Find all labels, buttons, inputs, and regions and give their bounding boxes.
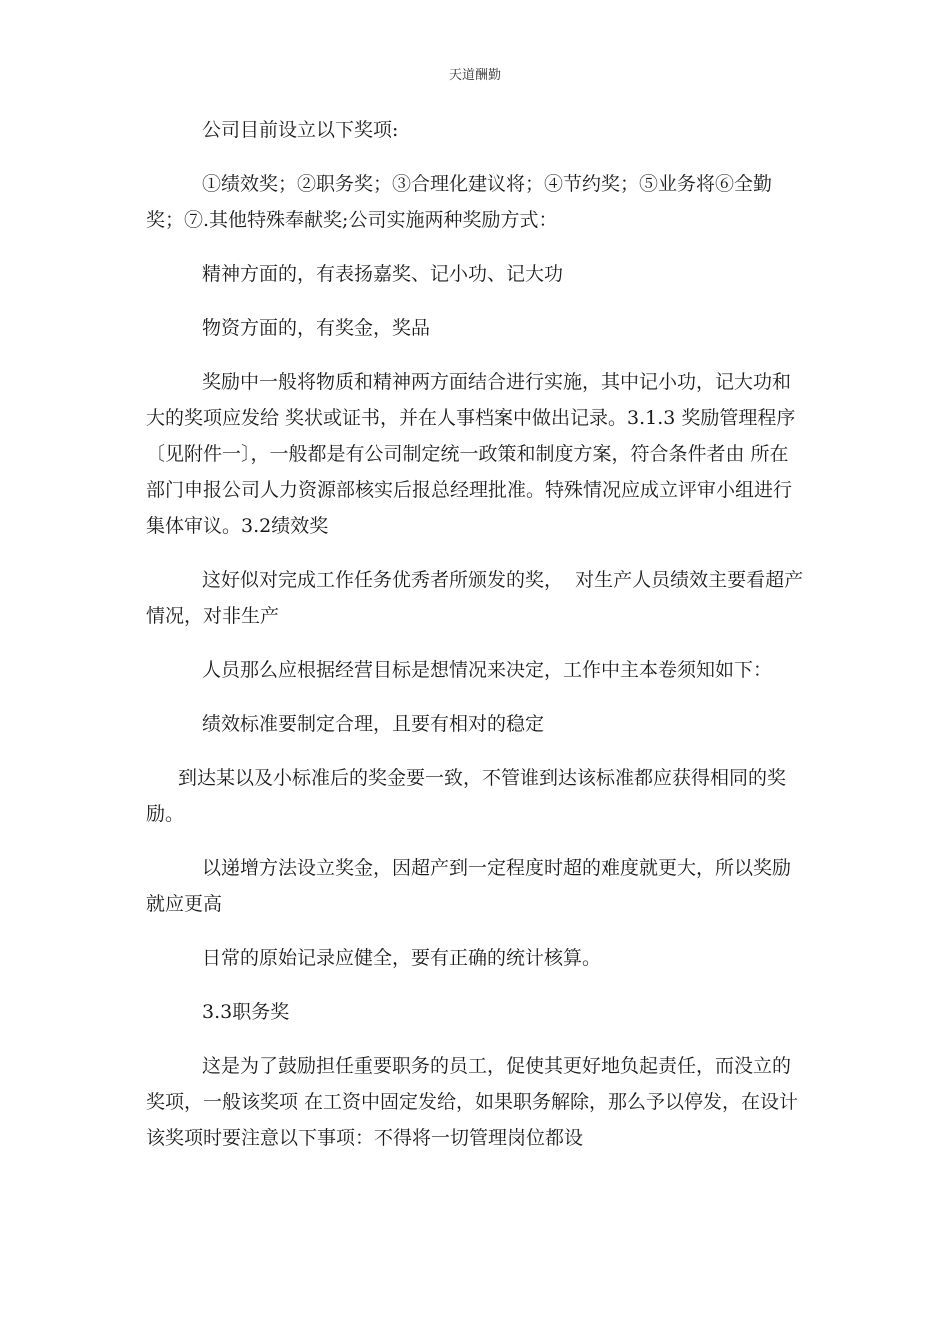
- document-body: [146, 112, 806, 1174]
- paragraph: 这是为了鼓励担任重要职务的员工，促使其更好地负起责任，而没立的奖项，一般该奖项 在工资中固定发给，如果职务解除，那么予以停发，在设计该奖项时要注意以下事项：不得将一切管理岗位都设: [146, 1055, 799, 1149]
- paragraph: 公司目前设立以下奖项:: [202, 119, 399, 141]
- paragraph: 物资方面的，有奖金，奖品: [202, 317, 431, 339]
- paragraph: 人员那么应根据经营目标是想情况来决定，工作中主本卷须知如下：: [202, 659, 773, 681]
- paragraph: 精神方面的，有表扬嘉奖、记小功、记大功: [202, 263, 564, 285]
- paragraph: 这好似对完成工作任务优秀者所颁发的奖， 对生产人员绩效主要看超产情况，对非生产: [146, 569, 804, 627]
- paragraph: 到达某以及小标准后的奖金要一致，不管谁到达该标准都应获得相同的奖励。: [146, 767, 787, 825]
- page-header: 天道酬勤: [448, 68, 501, 83]
- paragraph: 日常的原始记录应健全，要有正确的统计核算。: [202, 947, 602, 969]
- paragraph: 奖励中一般将物质和精神两方面结合进行实施，其中记小功，记大功和大的奖项应发给 奖状或证书，并在人事档案中做出记录。3.1.3 奖励管理程序〔见附件一〕，一般都是有公司制定统一政策和制度方案，符合条件者由 所在部门申报公司人力资源部核实后报总经理批准。特殊情况应成立评审小组进行集体审议。3.2绩效奖: [146, 371, 796, 537]
- paragraph: 以递增方法设立奖金，因超产到一定程度时超的难度就更大，所以奖励就应更高: [146, 857, 792, 915]
- section-heading: 3.3职务奖: [202, 1001, 290, 1023]
- paragraph: ①绩效奖；②职务奖；③合理化建议将；④节约奖；⑤业务将⑥全勤奖；⑦.其他特殊奉献奖;公司实施两种奖励方式：: [146, 173, 773, 231]
- paragraph: 绩效标准要制定合理，且要有相对的稳定: [202, 713, 545, 735]
